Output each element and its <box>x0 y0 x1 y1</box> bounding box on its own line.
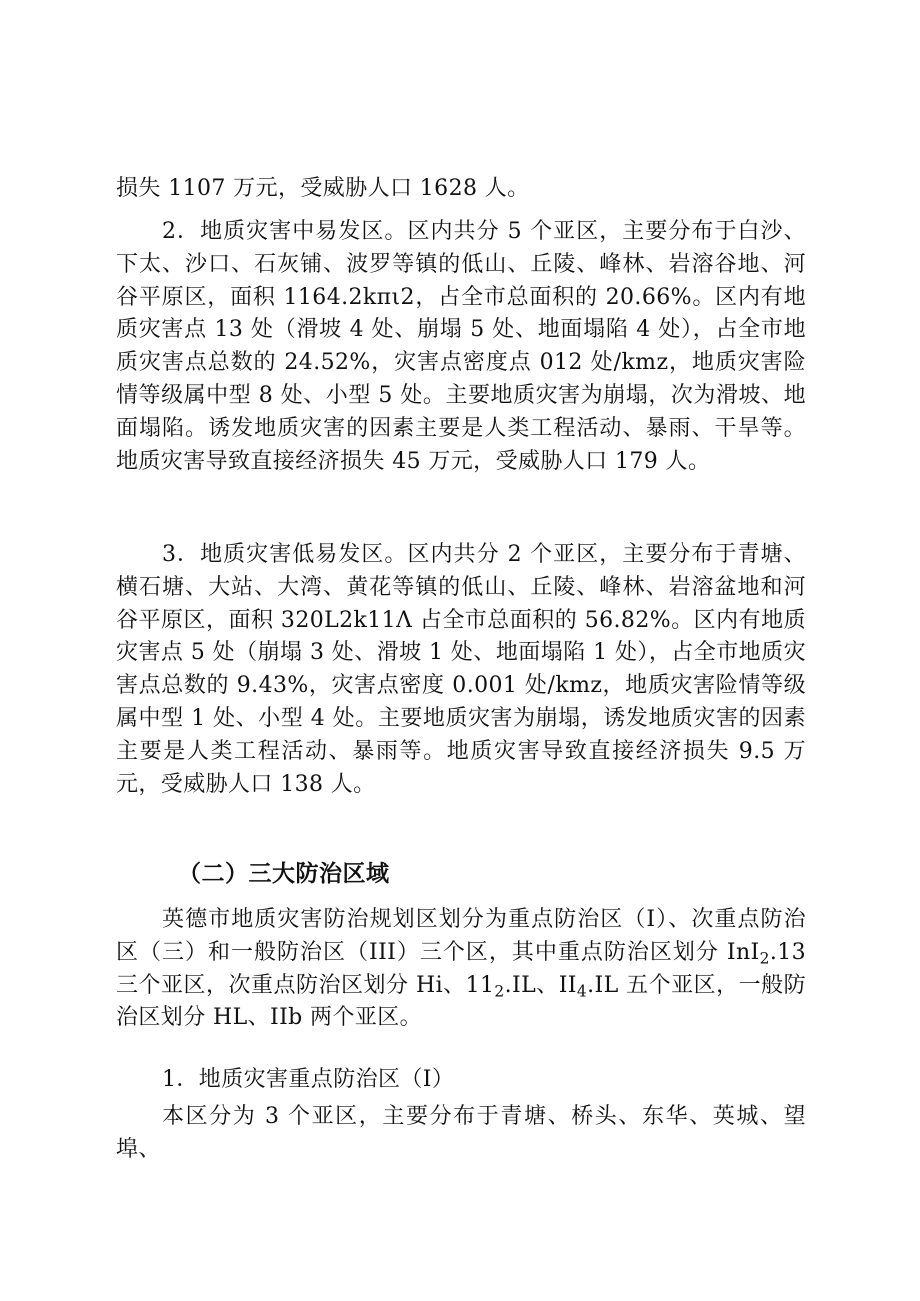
paragraph-low-risk-zone <box>116 539 806 801</box>
subheading-text: 1．地质灾害重点防治区（I） <box>162 1067 455 1092</box>
paragraph-text <box>116 904 806 1035</box>
paragraph-text: 本区分为 3 个亚区，主要分布于青塘、桥头、东华、英城、望埠、 <box>116 1104 806 1162</box>
paragraph-key-zone <box>116 1101 806 1167</box>
subscript: 4 <box>576 982 588 1001</box>
paragraph-text: 3．地质灾害低易发区。区内共分 2 个亚区，主要分布于青塘、横石塘、大站、大湾、黄花等镇的低山、丘陵、峰林、岩溶盆地和河谷平原区，面积 320L2k11Λ 占全市总面积的 56.82%。区内有地质灾害点 5 处（崩塌 3 处、滑坡 1 处、地面塌陷 1 处），占全市地质灾害点总数的 9.43%，灾害点密度 0.001 处/kmz，地质灾害险情等级属中型 1 处、小型 4 处。主要地质灾害为崩塌，诱发地质灾害的因素主要是人类工程活动、暴雨等。地质灾害导致直接经济损失 9.5 万元，受威胁人口 138 人。 <box>116 542 806 797</box>
subscript: 2 <box>759 949 770 968</box>
paragraph-loss-summary <box>116 173 806 206</box>
section-heading: （二）三大防治区域 <box>178 861 390 887</box>
subscript: 2 <box>494 982 505 1001</box>
zoning-text-3: .IL、II <box>504 972 577 998</box>
subheading-key-zone <box>116 1064 806 1097</box>
zoning-text-1: 英德市地质灾害防治规划区划分为重点防治区（I）、次重点防治区（三）和一般防治区（III）三个区，其中重点防治区划分 InI <box>116 907 806 965</box>
paragraph-zoning <box>116 904 806 1035</box>
zoning-text-2: .13 三个亚区，次重点防治区划分 Hi、11 <box>116 939 806 998</box>
paragraph-text: 损失 1107 万元，受威胁人口 1628 人。 <box>116 176 530 201</box>
zoning-text-4: .IL 五个亚区，一般防治区划分 HL、IIb 两个亚区。 <box>116 972 806 1031</box>
paragraph-medium-risk-zone <box>116 216 806 478</box>
paragraph-text: 2．地质灾害中易发区。区内共分 5 个亚区，主要分布于白沙、下太、沙口、石灰铺、波罗等镇的低山、丘陵、峰林、岩溶谷地、河谷平原区，面积 1164.2kπι2，占全市总面积的 20.66%。区内有地质灾害点 13 处（滑坡 4 处、崩塌 5 处、地面塌陷 4 处），占全市地质灾害点总数的 24.52%，灾害点密度点 012 处/kmz，地质灾害险情等级属中型 8 处、小型 5 处。主要地质灾害为崩塌，次为滑坡、地面塌陷。诱发地质灾害的因素主要是人类工程活动、暴雨、干旱等。地质灾害导致直接经济损失 45 万元，受威胁人口 179 人。 <box>116 219 806 474</box>
